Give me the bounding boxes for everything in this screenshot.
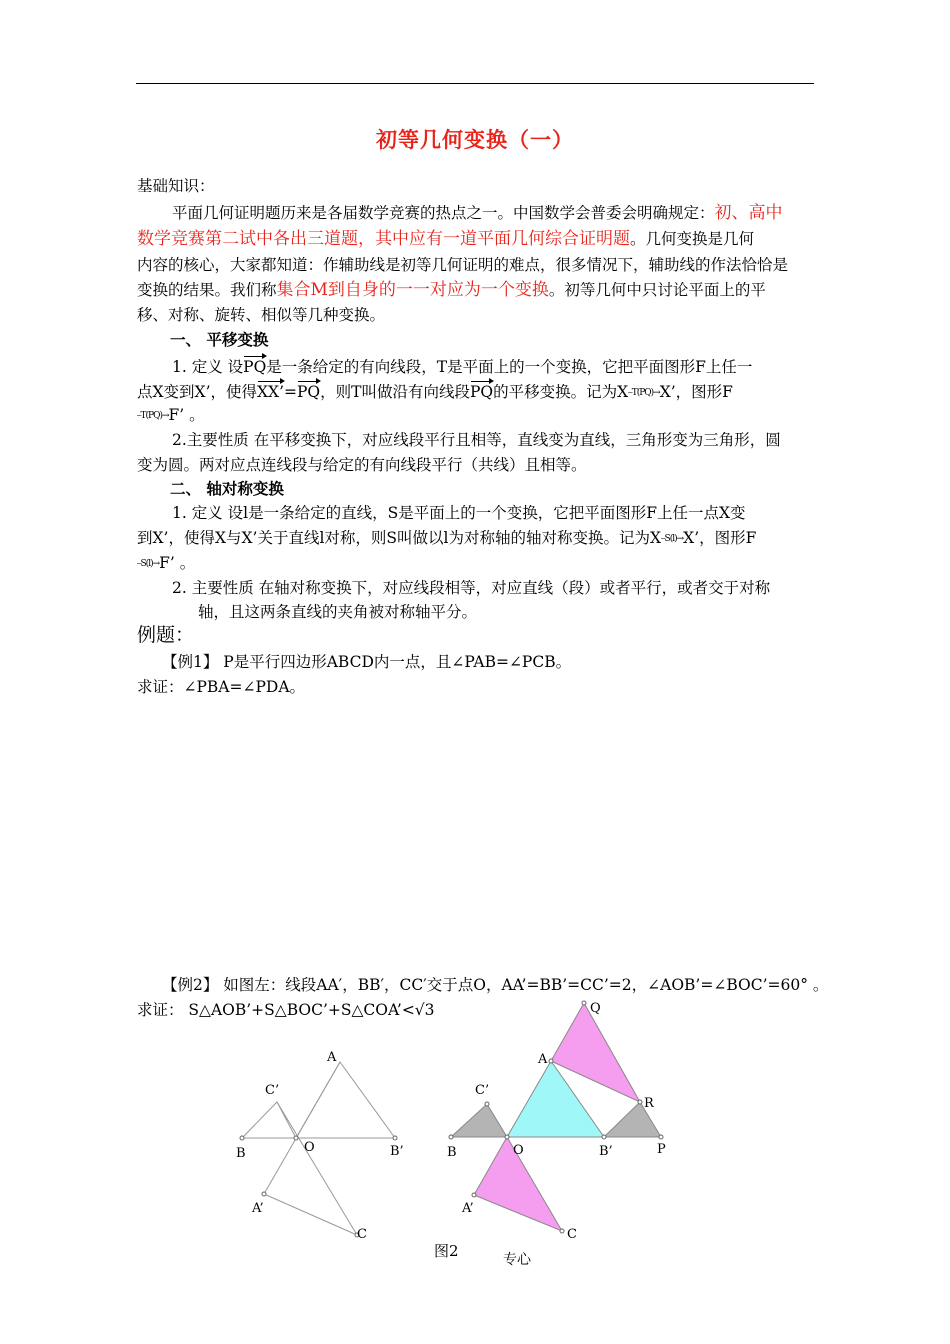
s2-prop-line-2: 轴，且这两条直线的夹角被对称轴平分。 [198,603,478,621]
intro-highlight: 数学竞赛第二试中各出三道题，其中应有一道平面几何综合证明题 [137,229,630,249]
point-B1-right [602,1135,606,1139]
label-R: R [644,1096,654,1111]
label-A-right: A [538,1052,548,1067]
point-R [638,1100,642,1104]
s1-prop-line-1: 2.主要性质 在平移变换下，对应线段平行且相等，直线变为直线，三角形变为三角形，圆 [172,431,781,449]
line-C1-C [277,1102,357,1235]
point-Q [582,1001,586,1005]
point-B1 [393,1136,397,1140]
line-A-B1 [296,1062,395,1138]
line-A1-C [264,1194,357,1235]
label-A1: A’ [252,1201,264,1216]
point-P [659,1135,663,1139]
point-A-right [549,1059,553,1063]
intro-text: 平面几何证明题历来是各届数学竞赛的热点之一。中国数学会普委会明确规定： [172,204,715,222]
examples-heading: 例题： [137,624,195,646]
label-A: A [327,1050,337,1065]
vector-pq: PQ [243,355,266,377]
figure-caption: 图2 [434,1242,459,1260]
intro-highlight: 初、高中 [714,203,783,223]
intro-text: 。初等几何中只讨论平面上的平 [548,281,766,299]
label-C: C [357,1227,367,1242]
example2-problem: 【例2】 如图左：线段AA′，BB′，CC′交于点O，AA’=BB’=CC’=2，∠AOB’=∠BOC’=60° 。 [162,976,829,994]
vector-pq: PQ [470,380,493,402]
s1-prop-line-2: 变为圆。两对应点连线段与给定的有向线段平行（共线）且相等。 [137,456,587,474]
s2-text: 到X’，使得X与X’关于直线l对称，则S叫做以l为对称轴的轴对称变换。记为X [137,529,662,547]
s2-text: X’，图形F [683,529,757,547]
vector-pq: PQ [297,380,320,402]
s1-text: 1. 定义 设 [172,358,244,376]
line-A-A1 [264,1062,340,1194]
s1-text: = [284,383,297,401]
point-B [240,1136,244,1140]
symmetry-arrow: ⎯S(l)→ [661,534,684,544]
page-title: 初等几何变换（一） [376,127,574,152]
triangle-C1BO-gray [451,1104,507,1137]
symmetry-label: S(l) [140,559,153,569]
label-B1: B’ [390,1144,404,1159]
intro-line-3: 内容的核心，大家都知道：作辅助线是初等几何证明的难点，很多情况下，辅助线的作法恰恰是 [137,256,789,274]
section2-heading: 二、 轴对称变换 [170,479,284,498]
point-C-right [560,1229,564,1233]
intro-text: 变换的结果。我们称 [137,281,277,299]
symmetry-label: S(l) [664,534,677,544]
label-P: P [657,1142,666,1157]
example2-goal: 求证： S△AOB’+S△BOC’+S△COA’<√3 [137,1001,435,1019]
label-A1-right: A’ [462,1201,474,1216]
point-A1-right [472,1193,476,1197]
intro-text: 。几何变换是几何 [630,230,755,248]
page-footer: 专心 [503,1252,531,1268]
label-O-right: O [513,1143,524,1158]
right-figure [451,1003,661,1231]
point-B-right [449,1135,453,1139]
s2-prop-line-1: 2. 主要性质 在轴对称变换下，对应线段相等，对应直线（段）或者平行，或者交于对称 [172,579,771,597]
point-O [294,1136,298,1140]
s1-text: 是一条给定的有向线段，T是平面上的一个变换，它把平面图形F上任一 [266,358,753,376]
translation-arrow: ⎯T(PQ)→ [628,388,660,398]
s1-text: X’，图形F [659,383,733,401]
s1-text: F’ 。 [168,406,205,424]
s1-text: 点X变到X’，使得 [137,383,257,401]
section1-heading: 一、 平移变换 [170,330,269,349]
label-C1: C’ [265,1083,280,1098]
vector-xx: XX’ [257,380,284,402]
label-C1-right: C’ [475,1083,490,1098]
label-B1-right: B’ [599,1144,613,1159]
label-B: B [236,1146,246,1161]
point-C1-right [485,1102,489,1106]
s1-text: 的平移变换。记为X [493,383,629,401]
s2-def-line-1: 1. 定义 设l是一条给定的直线，S是平面上的一个变换，它把平面图形F上任一点X变 [172,504,746,522]
label-O: O [304,1140,315,1155]
translation-label: T(PQ) [140,411,162,421]
example1-goal: 求证：∠PBA=∠PDA。 [137,678,306,696]
label-B-right: B [447,1145,457,1160]
translation-arrow: ⎯T(PQ)→ [137,411,169,421]
label-C-right: C [567,1227,577,1242]
symmetry-arrow: ⎯S(l)→ [137,559,160,569]
translation-label: T(PQ) [631,388,654,398]
label-Q: Q [590,1001,601,1016]
example1-problem: 【例1】 P是平行四边形ABCD内一点，且∠PAB=∠PCB。 [162,653,572,671]
basics-heading: 基础知识： [137,177,215,195]
intro-line-5: 移、对称、旋转、相似等几种变换。 [137,306,386,324]
intro-highlight: 集合M到自身的一一对应为一个变换 [276,280,549,300]
point-O-right [505,1135,509,1139]
s2-text: F’ 。 [159,554,196,572]
point-A1 [262,1192,266,1196]
s1-text: ，则T叫做沿有向线段 [320,383,470,401]
